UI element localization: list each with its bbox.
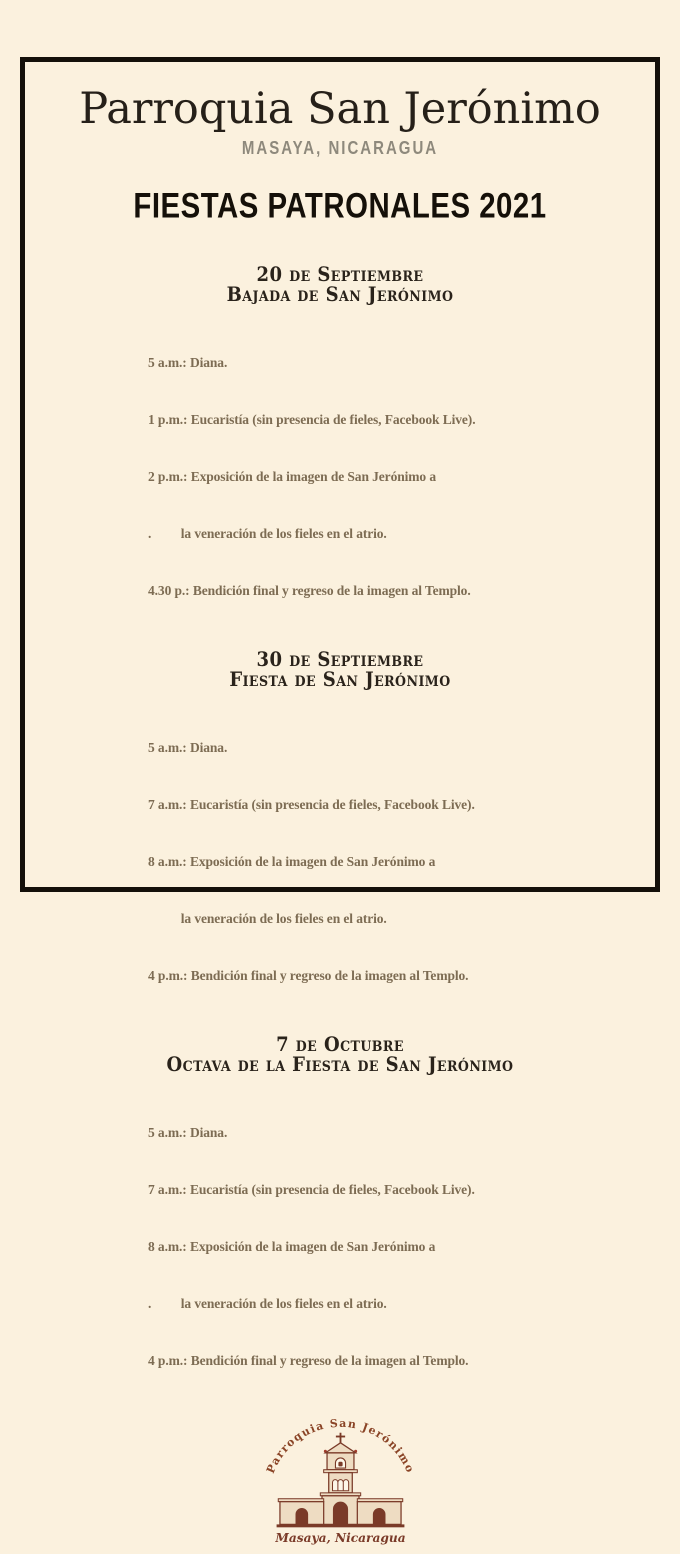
schedule-line: . la veneración de los fieles en el atrio. — [148, 1296, 387, 1312]
event-section-2-heading — [57, 647, 624, 692]
church-name-heading: Parroquia San Jerónimo — [79, 84, 601, 134]
event-date: 20 de Septiembre — [256, 262, 424, 287]
poster-border-frame — [20, 57, 660, 1546]
cross-icon — [335, 1433, 344, 1444]
schedule-line: . la veneración de los fieles en el atrio. — [148, 526, 387, 542]
event-section-2-schedule — [148, 700, 655, 1023]
logo-arc-text: Parroquia San Jerónimo — [263, 1417, 417, 1476]
event-name: Octava de la Fiesta de San Jerónimo — [166, 1052, 514, 1077]
event-section-1-schedule — [148, 315, 655, 638]
schedule-line: 2 p.m.: Exposición de la imagen de San Jerónimo a — [148, 469, 436, 485]
event-name: Fiesta de San Jerónimo — [229, 667, 451, 692]
schedule-line: 8 a.m.: Exposición de la imagen de San Jerónimo a — [148, 1239, 436, 1255]
parish-logo — [25, 1414, 655, 1554]
location-subtitle: MASAYA, NICARAGUA — [241, 138, 439, 159]
center-door — [332, 1502, 347, 1525]
schedule-line: la veneración de los fieles en el atrio. — [148, 911, 387, 927]
logo-caption: Masaya, Nicaragua — [274, 1531, 406, 1546]
event-section-3-heading — [57, 1032, 624, 1077]
schedule-line: 7 a.m.: Eucaristía (sin presencia de fieles, Facebook Live). — [148, 797, 475, 813]
schedule-line: 5 a.m.: Diana. — [148, 740, 228, 756]
event-name: Bajada de San Jerónimo — [226, 282, 454, 307]
event-section-1 — [25, 264, 655, 638]
event-section-1-heading — [57, 262, 624, 307]
schedule-line: 5 a.m.: Diana. — [148, 355, 228, 371]
schedule-line: 5 a.m.: Diana. — [148, 1125, 228, 1141]
schedule-line: 7 a.m.: Eucaristía (sin presencia de fieles, Facebook Live). — [148, 1182, 475, 1198]
bell-icon — [338, 1462, 342, 1467]
schedule-line: 8 a.m.: Exposición de la imagen de San Jerónimo a — [148, 854, 436, 870]
event-section-2 — [25, 649, 655, 1023]
left-door — [295, 1508, 308, 1524]
event-date: 7 de Octubre — [276, 1032, 404, 1057]
schedule-line: 1 p.m.: Eucaristía (sin presencia de fieles, Facebook Live). — [148, 412, 476, 428]
event-section-3 — [25, 1034, 655, 1408]
schedule-line: 4.30 p.: Bendición final y regreso de la imagen al Templo. — [148, 583, 471, 599]
schedule-line: 4 p.m.: Bendición final y regreso de la imagen al Templo. — [148, 968, 469, 984]
event-date: 30 de Septiembre — [256, 647, 424, 672]
event-section-3-schedule — [148, 1085, 655, 1408]
right-door — [372, 1508, 385, 1524]
schedule-line: 4 p.m.: Bendición final y regreso de la imagen al Templo. — [148, 1353, 469, 1369]
church-logo-icon — [248, 1414, 433, 1549]
poster-title: FIESTAS PATRONALES 2021 — [133, 187, 547, 227]
